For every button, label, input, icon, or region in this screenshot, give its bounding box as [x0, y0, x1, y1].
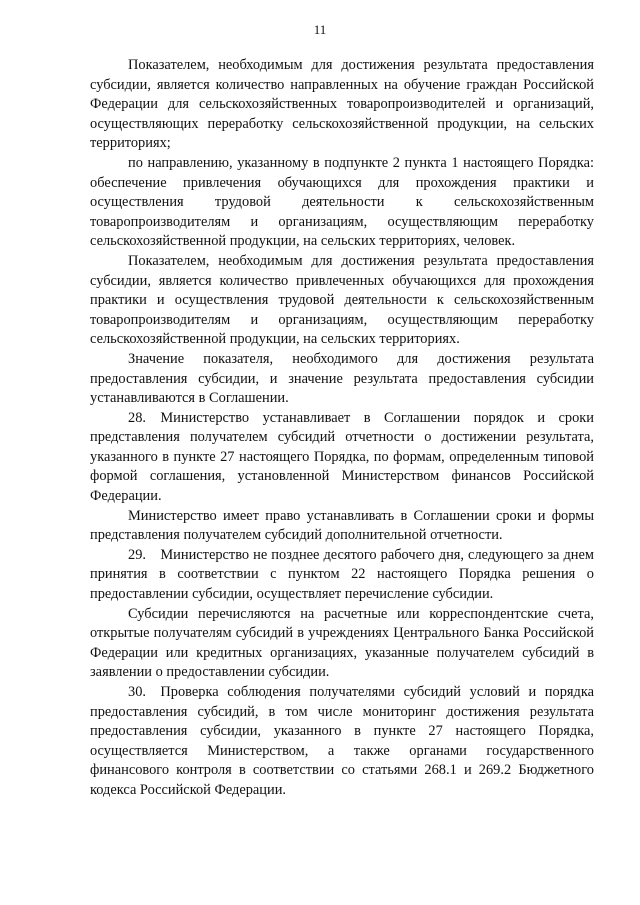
paragraph-clause-29: 29. Министерство не позднее десятого рабочего дня, следующего за днем принятия в соответствии с пунктом 22 настоящего Порядка решения о предоставлении субсидии, осуществляет перечисление субсидии.: [90, 546, 594, 603]
paragraph-subsidy-transfer-accounts: Субсидии перечисляются на расчетные или корреспондентские счета, открытые получателям субсидий в учреждениях Центрального Банка Российской Федерации или кредитных организациях, указанные получателем субсидий в заявлении о предоставлении субсидии.: [90, 605, 594, 681]
paragraph-direction-subpoint-2: по направлению, указанному в подпункте 2 пункта 1 настоящего Порядка: обеспечение привлечения обучающихся для прохождения практики и осуществления трудовой деятельности к сельскохозяйственным товаропроизводителям и организациям, осуществляющим переработку сельскохозяйственной продукции, на сельских территориях, человек.: [90, 154, 594, 250]
document-body: [90, 56, 594, 801]
paragraph-indicator-directed-training: Показателем, необходимым для достижения результата предоставления субсидии, является количество направленных на обучение граждан Российской Федерации для сельскохозяйственных товаропроизводителей и организаций, осуществляющих переработку сельскохозяйственной продукции, на сельских территориях;: [90, 57, 594, 152]
paragraph-clause-28: 28. Министерство устанавливает в Соглашении порядок и сроки представления получателем субсидий отчетности о достижении результата, указанного в пункте 27 настоящего Порядка, по формам, определенным типовой формой соглашения, установленной Министерством финансов Российской Федерации.: [90, 409, 594, 505]
page-number: 11: [313, 22, 327, 37]
paragraph-indicator-values: Значение показателя, необходимого для достижения результата предоставления субсидии, и значение результата предоставления субсидии устанавливаются в Соглашении.: [90, 350, 594, 407]
paragraph-indicator-attracted-students: Показателем, необходимым для достижения результата предоставления субсидии, является количество привлеченных обучающихся для прохождения практики и осуществления трудовой деятельности к сельскохозяйственным товаропроизводителям и организациям, осуществляющим переработку сельскохозяйственной продукции, на сельских территориях.: [90, 252, 594, 348]
paragraph-clause-30: 30. Проверка соблюдения получателями субсидий условий и порядка предоставления субсидий, в том числе мониторинг достижения результата предоставления субсидии, указанного в пункте 27 настоящего Порядка, осуществляется Министерством, а также органами государственного финансового контроля в соответствии со статьями 268.1 и 269.2 Бюджетного кодекса Российской Федерации.: [90, 684, 594, 798]
paragraph-additional-reporting: Министерство имеет право устанавливать в Соглашении сроки и формы представления получателем субсидий дополнительной отчетности.: [90, 507, 594, 544]
